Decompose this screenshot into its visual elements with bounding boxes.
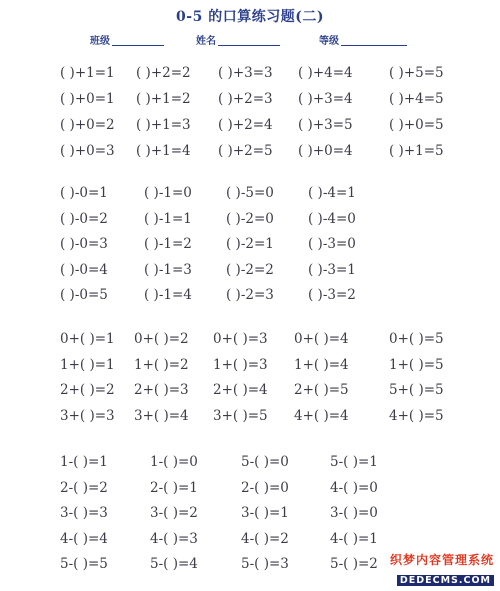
exercise-item: 1+( )=3 bbox=[213, 356, 268, 373]
exercise-item: 5-( )=3 bbox=[241, 556, 289, 572]
exercise-item: 2-( )=2 bbox=[60, 479, 108, 496]
exercise-item: 2+( )=2 bbox=[60, 382, 115, 398]
exercise-item: 0+( )=2 bbox=[134, 331, 189, 347]
exercise-item: ( )+3=5 bbox=[298, 117, 353, 133]
exercise-row bbox=[0, 453, 500, 471]
exercise-item: 2-( )=0 bbox=[241, 479, 289, 496]
exercise-item: ( )-0=4 bbox=[60, 261, 108, 278]
grade-blank-line[interactable] bbox=[341, 45, 407, 46]
name-field bbox=[196, 32, 216, 47]
exercise-item: ( )-0=5 bbox=[60, 287, 108, 303]
exercise-row bbox=[0, 210, 500, 228]
exercise-item: ( )-5=0 bbox=[226, 185, 274, 201]
watermark-text-en: DEDECMS.COM bbox=[397, 575, 494, 586]
exercise-item: 4-( )=0 bbox=[330, 479, 378, 496]
exercise-item: ( )+5=5 bbox=[389, 65, 444, 81]
exercise-item: ( )+4=5 bbox=[389, 91, 444, 107]
exercise-item: 2+( )=5 bbox=[294, 382, 349, 398]
exercise-item: ( )+1=2 bbox=[136, 91, 191, 107]
exercise-item: 4+( )=5 bbox=[389, 407, 444, 424]
name-label: 姓名 bbox=[196, 36, 216, 47]
exercise-item: ( )-1=3 bbox=[144, 261, 192, 278]
exercise-item: 3-( )=2 bbox=[150, 505, 198, 521]
exercise-item: ( )-0=1 bbox=[60, 185, 108, 201]
exercise-row bbox=[0, 90, 500, 108]
exercise-item: 0+( )=3 bbox=[213, 331, 268, 347]
exercise-item: ( )+2=2 bbox=[136, 65, 191, 81]
exercise-item: ( )-2=1 bbox=[226, 236, 274, 252]
exercise-row bbox=[0, 407, 500, 425]
exercise-item: 0+( )=1 bbox=[60, 331, 115, 347]
grade-field bbox=[319, 32, 339, 47]
name-blank-line[interactable] bbox=[218, 45, 280, 46]
exercise-item: ( )-0=3 bbox=[60, 236, 108, 252]
exercise-item: 5-( )=4 bbox=[150, 556, 198, 572]
exercise-item: 2-( )=1 bbox=[150, 479, 198, 496]
exercise-item: 3+( )=3 bbox=[60, 407, 115, 424]
exercise-item: 1-( )=0 bbox=[150, 454, 198, 470]
exercise-item: ( )-3=2 bbox=[308, 287, 356, 303]
exercise-item: 1+( )=4 bbox=[294, 356, 349, 373]
exercise-row bbox=[0, 142, 500, 160]
watermark-text-cn: 织梦内容管理系统 bbox=[389, 553, 494, 567]
exercise-item: ( )+0=1 bbox=[60, 91, 115, 107]
exercise-item: ( )+1=5 bbox=[389, 143, 444, 159]
exercise-item: ( )+1=1 bbox=[60, 65, 115, 81]
exercise-item: ( )+4=4 bbox=[298, 65, 353, 81]
exercise-item: ( )-4=0 bbox=[308, 210, 356, 227]
grade-label: 等级 bbox=[319, 36, 339, 47]
exercise-item: ( )+3=4 bbox=[298, 91, 353, 107]
exercise-row bbox=[0, 286, 500, 304]
exercise-item: ( )-1=1 bbox=[144, 210, 192, 227]
exercise-item: 4-( )=1 bbox=[330, 530, 378, 547]
exercise-item: 4-( )=2 bbox=[241, 530, 289, 547]
exercise-item: ( )+1=3 bbox=[136, 117, 191, 133]
exercise-item: ( )+2=4 bbox=[218, 117, 273, 133]
class-field bbox=[90, 32, 110, 47]
class-blank-line[interactable] bbox=[112, 45, 164, 46]
exercise-row bbox=[0, 479, 500, 497]
exercise-item: ( )+2=5 bbox=[218, 143, 273, 159]
exercise-item: ( )+0=2 bbox=[60, 117, 115, 133]
exercise-item: 1+( )=5 bbox=[389, 356, 444, 373]
exercise-item: ( )+0=4 bbox=[298, 143, 353, 159]
exercise-item: 1-( )=1 bbox=[60, 454, 108, 470]
exercise-item: 5+( )=5 bbox=[389, 382, 444, 398]
exercise-item: ( )+1=4 bbox=[136, 143, 191, 159]
exercise-item: ( )-2=3 bbox=[226, 287, 274, 303]
exercise-row bbox=[0, 64, 500, 82]
exercise-item: 3-( )=0 bbox=[330, 505, 378, 521]
exercise-item: 0+( )=4 bbox=[294, 331, 349, 347]
exercise-row bbox=[0, 381, 500, 399]
exercise-item: 5-( )=5 bbox=[60, 556, 108, 572]
exercise-item: ( )-1=4 bbox=[144, 287, 192, 303]
exercise-item: ( )-2=2 bbox=[226, 261, 274, 278]
watermark bbox=[390, 551, 494, 587]
exercise-item: 5-( )=2 bbox=[330, 556, 378, 572]
exercise-row bbox=[0, 184, 500, 202]
exercise-item: ( )+3=3 bbox=[218, 65, 273, 81]
exercise-item: ( )-4=1 bbox=[308, 185, 356, 201]
exercise-item: 1+( )=1 bbox=[60, 356, 115, 373]
exercise-row bbox=[0, 116, 500, 134]
exercise-item: 2+( )=3 bbox=[134, 382, 189, 398]
student-info-bar bbox=[0, 32, 500, 48]
exercise-row bbox=[0, 356, 500, 374]
exercise-item: 2+( )=4 bbox=[213, 382, 268, 398]
exercise-row bbox=[0, 235, 500, 253]
exercise-item: 0+( )=5 bbox=[389, 331, 444, 347]
exercise-item: 5-( )=1 bbox=[330, 454, 378, 470]
exercise-item: ( )-3=1 bbox=[308, 261, 356, 278]
exercise-row bbox=[0, 504, 500, 522]
exercise-item: 3+( )=5 bbox=[213, 407, 268, 424]
exercise-row bbox=[0, 530, 500, 548]
exercise-item: 4+( )=4 bbox=[294, 407, 349, 424]
page-title: 0-5 的口算练习题(二) bbox=[176, 9, 324, 25]
exercise-item: ( )-2=0 bbox=[226, 210, 274, 227]
exercise-item: ( )+0=3 bbox=[60, 143, 115, 159]
exercise-item: ( )+0=5 bbox=[389, 117, 444, 133]
exercise-item: 4-( )=4 bbox=[60, 530, 108, 547]
exercise-item: ( )+2=3 bbox=[218, 91, 273, 107]
exercise-item: 3-( )=3 bbox=[60, 505, 108, 521]
exercise-item: 3+( )=4 bbox=[134, 407, 189, 424]
exercise-item: ( )-1=2 bbox=[144, 236, 192, 252]
class-label: 班级 bbox=[90, 36, 110, 47]
exercise-item: ( )-3=0 bbox=[308, 236, 356, 252]
exercise-item: 5-( )=0 bbox=[241, 454, 289, 470]
exercise-row bbox=[0, 261, 500, 279]
exercise-item: 4-( )=3 bbox=[150, 530, 198, 547]
exercise-item: 3-( )=1 bbox=[241, 505, 289, 521]
exercise-row bbox=[0, 330, 500, 348]
exercise-item: ( )-1=0 bbox=[144, 185, 192, 201]
exercise-item: ( )-0=2 bbox=[60, 210, 108, 227]
exercise-item: 1+( )=2 bbox=[134, 356, 189, 373]
